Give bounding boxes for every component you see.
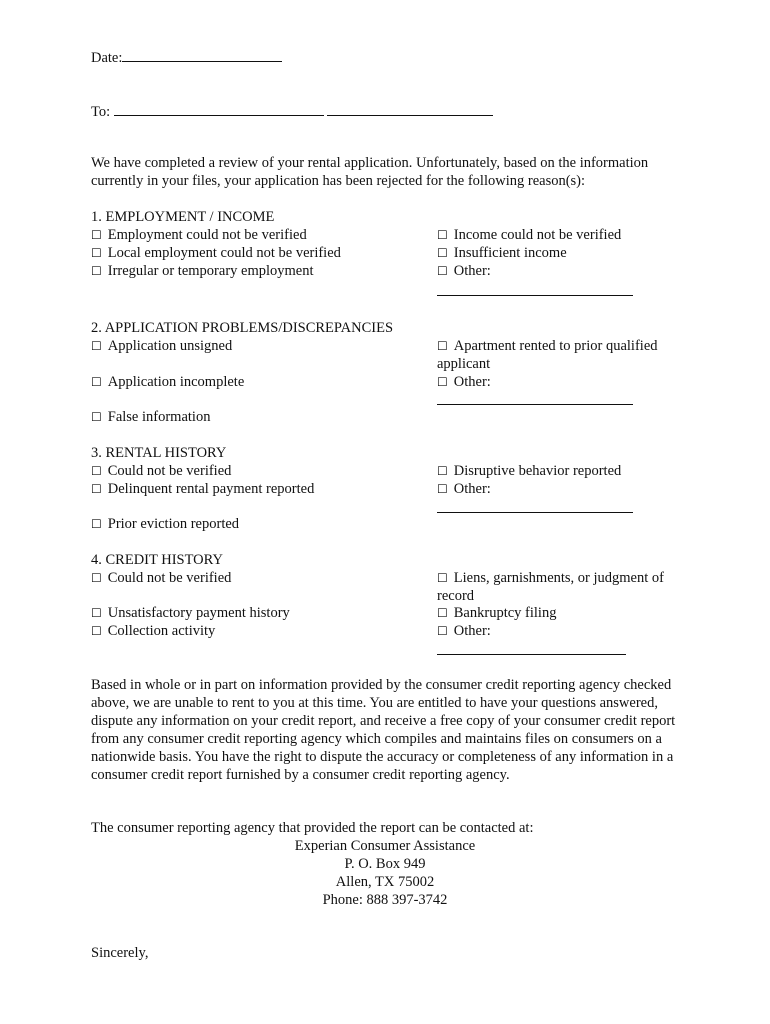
checkbox-item[interactable] [91,262,314,280]
checkbox-label: Could not be verified [107,570,232,586]
checkbox-item[interactable] [437,226,621,244]
other-field[interactable] [437,512,633,513]
checkbox-item[interactable] [91,226,307,244]
checkbox-icon[interactable]: ☐ [91,464,102,478]
checkbox-item[interactable] [91,515,239,533]
checkbox-label: Bankruptcy filing [453,605,557,621]
agency-po-box: P. O. Box 949 [344,856,426,872]
checkbox-icon[interactable]: ☐ [91,264,102,278]
checkbox-label: False information [107,409,211,425]
to-label: To: [91,104,111,120]
other-field[interactable] [437,654,626,655]
checkbox-label: Unsatisfactory payment history [107,605,290,621]
checkbox-label: Liens, garnishments, or judgment of [453,570,664,586]
checkbox-icon[interactable]: ☐ [437,571,448,585]
checkbox-icon[interactable]: ☐ [91,482,102,496]
checkbox-label: Other: [453,481,491,497]
date-line [91,47,282,67]
checkbox-label: Collection activity [107,623,216,639]
checkbox-label: Insufficient income [453,245,567,261]
checkbox-item[interactable] [91,604,290,622]
checkbox-label: Apartment rented to prior qualified [453,338,658,354]
checkbox-label-continued: record [437,588,475,604]
other-field[interactable] [437,404,633,405]
checkbox-item[interactable] [91,462,231,480]
checkbox-label: Other: [453,263,491,279]
checkbox-icon[interactable]: ☐ [91,410,102,424]
checkbox-item[interactable] [91,337,232,355]
checkbox-item[interactable] [437,622,491,640]
checkbox-label: Application unsigned [107,338,233,354]
checkbox-label: Employment could not be verified [107,227,307,243]
checkbox-icon[interactable]: ☐ [437,606,448,620]
checkbox-icon[interactable]: ☐ [91,606,102,620]
closing: Sincerely, [91,945,149,961]
checkbox-icon[interactable]: ☐ [91,624,102,638]
checkbox-icon[interactable]: ☐ [437,246,448,260]
checkbox-item[interactable] [91,373,244,391]
agency-intro: The consumer reporting agency that provided the report can be contacted at: [91,820,534,836]
checkbox-icon[interactable]: ☐ [91,517,102,531]
date-label: Date: [91,50,123,66]
checkbox-item[interactable] [91,408,210,426]
agency-name: Experian Consumer Assistance [294,838,476,854]
date-field[interactable] [122,47,282,62]
checkbox-label: Other: [453,374,491,390]
checkbox-item[interactable] [437,604,556,622]
checkbox-item[interactable] [437,569,664,587]
checkbox-item[interactable] [91,244,341,262]
section-employment-heading: 1. EMPLOYMENT / INCOME [91,209,275,225]
section-credit-heading: 4. CREDIT HISTORY [91,552,223,568]
checkbox-icon[interactable]: ☐ [437,464,448,478]
checkbox-icon[interactable]: ☐ [437,624,448,638]
checkbox-item[interactable] [437,373,491,391]
checkbox-label: Irregular or temporary employment [107,263,314,279]
checkbox-icon[interactable]: ☐ [437,228,448,242]
checkbox-item[interactable] [437,462,621,480]
checkbox-label: Delinquent rental payment reported [107,481,315,497]
checkbox-label-continued: applicant [437,356,491,372]
checkbox-icon[interactable]: ☐ [437,339,448,353]
section-application-heading: 2. APPLICATION PROBLEMS/DISCREPANCIES [91,320,394,336]
checkbox-label: Local employment could not be verified [107,245,341,261]
checkbox-icon[interactable]: ☐ [91,246,102,260]
to-line [91,101,493,121]
checkbox-item[interactable] [437,262,491,280]
checkbox-item[interactable] [437,480,491,498]
checkbox-label: Other: [453,623,491,639]
checkbox-item[interactable] [91,622,215,640]
disclosure-paragraph: Based in whole or in part on information provided by the consumer credit reporting agency checked above, we are unable to rent to you at this time. You are entitled to have your questions answered, dispute any information on your credit report, and receive a free copy of your consumer credit report from any consumer credit reporting agency which compiles and maintains files on consumers on a nationwide basis. You have the right to dispute the accuracy or completeness of any information in a consumer credit report furnished by a consumer credit reporting agency. [91,677,676,783]
checkbox-item[interactable] [437,337,658,355]
checkbox-item[interactable] [437,244,567,262]
other-field[interactable] [437,295,633,296]
checkbox-item[interactable] [91,569,231,587]
checkbox-label: Application incomplete [107,374,245,390]
agency-city: Allen, TX 75002 [335,874,435,890]
to-field-1[interactable] [114,101,324,116]
checkbox-label: Could not be verified [107,463,232,479]
checkbox-icon[interactable]: ☐ [91,228,102,242]
checkbox-label: Disruptive behavior reported [453,463,622,479]
checkbox-label: Income could not be verified [453,227,622,243]
checkbox-item[interactable] [91,480,314,498]
checkbox-icon[interactable]: ☐ [437,482,448,496]
agency-phone: Phone: 888 397-3742 [322,892,448,908]
checkbox-label: Prior eviction reported [107,516,240,532]
section-rental-heading: 3. RENTAL HISTORY [91,445,227,461]
to-field-2[interactable] [327,101,493,116]
checkbox-icon[interactable]: ☐ [437,264,448,278]
checkbox-icon[interactable]: ☐ [91,375,102,389]
checkbox-icon[interactable]: ☐ [91,339,102,353]
checkbox-icon[interactable]: ☐ [437,375,448,389]
intro-paragraph: We have completed a review of your rental application. Unfortunately, based on the information currently in your files, your application has been rejected for the following reason(s): [91,155,649,189]
checkbox-icon[interactable]: ☐ [91,571,102,585]
